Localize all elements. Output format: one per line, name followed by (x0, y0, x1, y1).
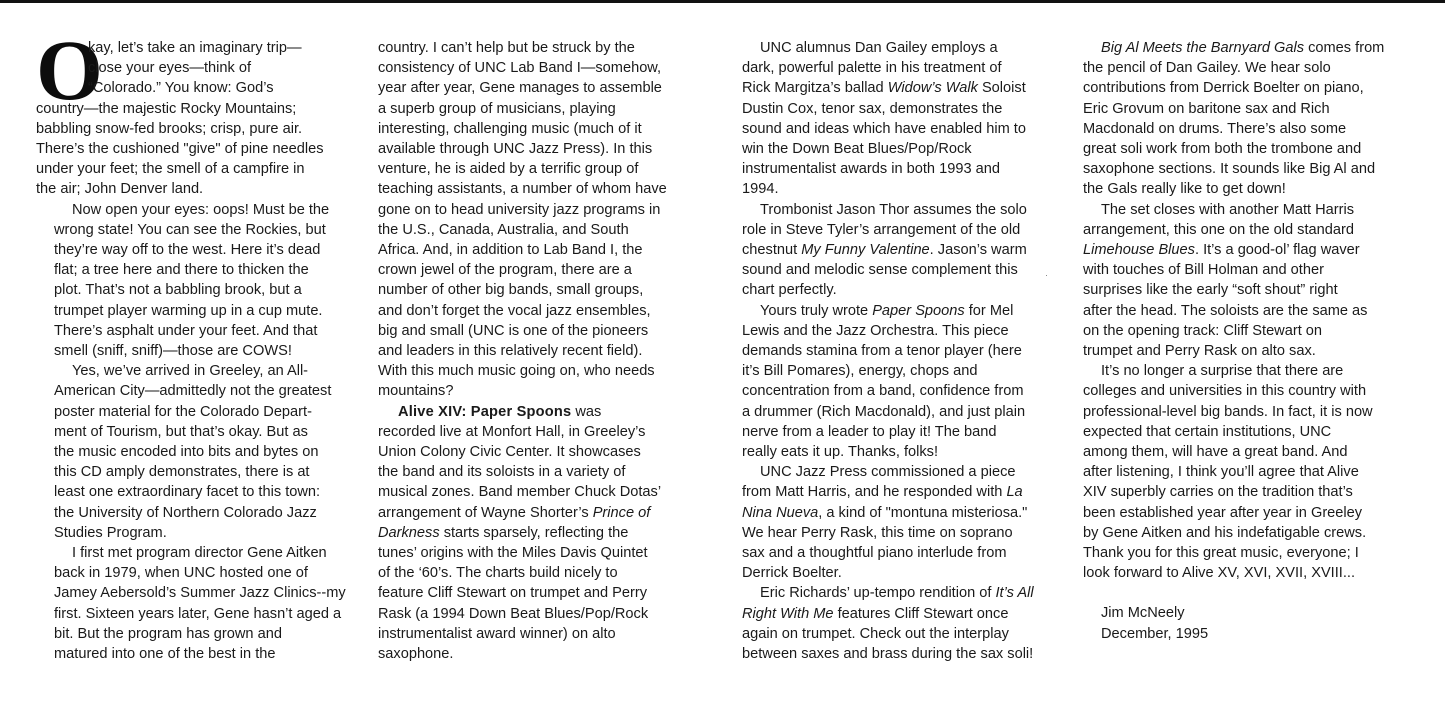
text-line: 1994. (742, 181, 779, 198)
text-line: contributions from Derrick Boelter on piano, (1083, 80, 1364, 97)
text-line: recorded live at Monfort Hall, in Greeley’s (378, 423, 646, 440)
text-line: Eric Grovum on baritone sax and Rich (1083, 100, 1330, 117)
text-line (1083, 38, 1403, 58)
text-line: ment of Tourism, but that’s okay. But as (54, 423, 308, 440)
text-line: feature Cliff Stewart on trumpet and Perry (378, 585, 648, 602)
tune-title: Darkness (378, 524, 440, 541)
text-line: after the head. The soloists are the same as (1083, 302, 1368, 319)
col3-paragraph-2 (742, 200, 1052, 301)
text-line: Lewis and the Jazz Orchestra. This piece (742, 322, 1009, 339)
text-line: saxophone. (378, 646, 454, 663)
text-line (378, 503, 688, 523)
text-line: win the Down Beat Blues/Pop/Rock (742, 141, 972, 158)
text-line: this CD amply demonstrates, there is at (54, 464, 310, 481)
tune-title: Nina Nueva (742, 504, 819, 521)
text-line: year after year, Gene manages to assemble (378, 80, 662, 97)
text-line: a drummer (Rich Macdonald), and just plain (742, 403, 1026, 420)
text-line: kay, let’s take an imaginary trip— (88, 40, 302, 56)
text-line: the pencil of Dan Gailey. We hear solo (1083, 60, 1331, 77)
inline-text: Eric Richards’ up-tempo rendition of (760, 585, 996, 602)
text-line: poster material for the Colorado Depart- (54, 403, 312, 420)
text-line: with touches of Bill Holman and other (1083, 262, 1324, 279)
text-line: after listening, I think you’ll agree that Alive (1083, 464, 1359, 481)
top-rule (0, 0, 1445, 3)
text-line: Africa. And, in addition to Lab Band I, the (378, 242, 643, 259)
tune-title: Limehouse Blues (1083, 242, 1195, 259)
text-line: first. Sixteen years later, Gene hasn’t aged a (54, 605, 342, 622)
text-line (1083, 240, 1403, 260)
tune-title: Prince of (592, 504, 651, 521)
text-line: babbling snow-fed brooks; crisp, pure air. (36, 120, 303, 137)
text-line: surprises like the early “soft shout” right (1083, 282, 1338, 299)
text-line: nerve from a leader to play it! The band (742, 423, 997, 440)
text-line: We hear Perry Rask, this time on soprano (742, 524, 1013, 541)
text-line: of the ‘60’s. The charts build nicely to (378, 565, 618, 582)
col4-paragraph-3 (1083, 361, 1403, 583)
text-line: Now open your eyes: oops! Must be the (72, 201, 330, 218)
text-line: the Gals really like to get down! (1083, 181, 1286, 198)
text-line: a superb group of musicians, playing (378, 100, 616, 117)
inline-text: comes from (1304, 40, 1385, 56)
inline-text: was (571, 403, 602, 420)
text-line: instrumentalist award winner) on alto (378, 625, 616, 642)
text-line: and don’t forget the vocal jazz ensembles, (378, 302, 651, 319)
text-line: XIV superbly carries on the tradition that’s (1083, 484, 1353, 501)
text-line: “Colorado.” You know: God’s (88, 80, 274, 97)
text-line: country. I can’t help but be struck by the (378, 40, 635, 56)
text-line: available through UNC Jazz Press). In this (378, 141, 653, 158)
text-line: I first met program director Gene Aitken (72, 545, 327, 562)
text-line: again on trumpet. Check out the interplay (742, 625, 1009, 642)
column-2 (378, 38, 688, 664)
text-line: by Gene Aitken and his indefatigable crews. (1083, 524, 1367, 541)
text-line: and leaders in this relatively recent field). (378, 343, 643, 360)
text-line: close your eyes—think of (88, 60, 252, 77)
text-line: sax and a thoughtful piano interlude from (742, 545, 1007, 562)
text-line: smell (sniff, sniff)—those are COWS! (54, 343, 292, 360)
col1-paragraph-3 (36, 361, 348, 543)
tune-title: Paper Spoons (872, 302, 965, 319)
text-line (742, 78, 1052, 98)
inline-text: starts sparsely, reflecting the (439, 524, 629, 541)
text-line: expected that certain institutions, UNC (1083, 423, 1332, 440)
col4-paragraph-2 (1083, 200, 1403, 362)
signature-name: Jim McNeely (1101, 605, 1185, 622)
text-line: gone on to head university jazz programs in (378, 201, 661, 218)
text-line: sound and melodic sense complement this (742, 262, 1018, 279)
text-line: demands stamina from a tenor player (here (742, 343, 1022, 360)
text-line: chart perfectly. (742, 282, 837, 299)
text-line: musical zones. Band member Chuck Dotas’ (378, 484, 662, 501)
text-line: crown jewel of the program, there are a (378, 262, 632, 279)
tune-title: Widow’s Walk (887, 80, 978, 97)
text-line: among them, will have a great band. And (1083, 444, 1348, 461)
text-line: There’s asphalt under your feet. And that (54, 322, 318, 339)
text-line: It’s no longer a surprise that there are (1101, 363, 1344, 380)
text-line: Yes, we’ve arrived in Greeley, an All- (72, 363, 309, 380)
inline-text: Yours truly wrote (760, 302, 873, 319)
col1-paragraph-2 (36, 200, 348, 362)
text-line (742, 503, 1052, 523)
text-line: colleges and universities in this country with (1083, 383, 1367, 400)
text-line: flat; a tree here and there to thicken the (54, 262, 309, 279)
text-line (742, 482, 1052, 502)
inline-text: . Jason’s warm (929, 242, 1027, 259)
inline-text: , a kind of "montuna misteriosa." (818, 504, 1028, 521)
print-speck: · (1045, 270, 1048, 280)
tune-title: My Funny Valentine (801, 242, 930, 259)
column-3 (742, 38, 1052, 664)
inline-text: for Mel (964, 302, 1014, 319)
text-line: Dustin Cox, tenor sax, demonstrates the (742, 100, 1003, 117)
text-line: look forward to Alive XV, XVI, XVII, XVIII... (1083, 565, 1356, 582)
text-line: Studies Program. (54, 524, 167, 541)
text-line (378, 523, 688, 543)
text-line: The set closes with another Matt Harris (1101, 201, 1355, 218)
col2-paragraph-2 (378, 402, 688, 665)
text-line: mountains? (378, 383, 454, 400)
text-line: the air; John Denver land. (36, 181, 204, 198)
text-line: Thank you for this great music, everyone; I (1083, 545, 1359, 562)
text-line: big and small (UNC is one of the pioneers (378, 322, 649, 339)
inline-text: Soloist (977, 80, 1026, 97)
text-line: role in Steve Tyler’s arrangement of the old (742, 221, 1021, 238)
text-line: bit. But the program has grown and (54, 625, 282, 642)
text-line: great soli work from both the trombone and (1083, 141, 1362, 158)
col2-paragraph-1 (378, 38, 688, 402)
inline-text: arrangement of Wayne Shorter’s (378, 504, 593, 521)
text-line: trumpet and Perry Rask on alto sax. (1083, 343, 1316, 360)
inline-text: . It’s a good-ol’ flag waver (1194, 242, 1360, 259)
text-line: Macdonald on drums. There’s also some (1083, 120, 1347, 137)
text-line: saxophone sections. It sounds like Big Al and (1083, 161, 1376, 178)
inline-text: chestnut (742, 242, 802, 259)
text-line (742, 301, 1052, 321)
text-line (742, 240, 1052, 260)
text-line: the band and its soloists in a variety of (378, 464, 626, 481)
text-line: Derrick Boelter. (742, 565, 842, 582)
text-line: wrong state! You can see the Rockies, but (54, 221, 326, 238)
text-line: been established year after year in Greeley (1083, 504, 1363, 521)
text-line: country—the majestic Rocky Mountains; (36, 100, 297, 117)
text-line: consistency of UNC Lab Band I—somehow, (378, 60, 662, 77)
text-line: it’s Bill Pomares), energy, chops and (742, 363, 978, 380)
text-line: interesting, challenging music (much of it (378, 120, 642, 137)
text-line: least one extraordinary facet to this town: (54, 484, 321, 501)
text-line: the University of Northern Colorado Jazz (54, 504, 317, 521)
column-1 (36, 22, 348, 664)
text-line: between saxes and brass during the sax soli! (742, 646, 1034, 663)
col1-paragraph-4 (36, 543, 348, 664)
text-line: UNC Jazz Press commissioned a piece (760, 464, 1016, 481)
tune-title: It’s All (995, 585, 1034, 602)
text-line: teaching assistants, a number of whom have (378, 181, 667, 198)
text-line: tunes’ origins with the Miles Davis Quintet (378, 545, 648, 562)
text-line: number of other big bands, small groups, (378, 282, 644, 299)
dropcap-letter: O (36, 22, 103, 118)
col3-paragraph-5 (742, 583, 1052, 664)
text-line: Union Colony Civic Center. It showcases (378, 444, 641, 461)
text-line: sound and ideas which have enabled him to (742, 120, 1026, 137)
text-line: professional-level big bands. In fact, it is now (1083, 403, 1373, 420)
tune-title: La (1006, 484, 1023, 501)
text-line: trumpet player warming up in a cup mute. (54, 302, 323, 319)
col1-paragraph-1 (36, 22, 348, 200)
col3-paragraph-4 (742, 462, 1052, 583)
text-line: Rask (a 1994 Down Beat Blues/Pop/Rock (378, 605, 649, 622)
text-line: plot. That’s not a babbling brook, but a (54, 282, 302, 299)
text-line: Trombonist Jason Thor assumes the solo (760, 201, 1027, 218)
text-line: under your feet; the smell of a campfire in (36, 161, 305, 178)
column-4 (1083, 38, 1403, 644)
text-line (742, 583, 1052, 603)
text-line: UNC alumnus Dan Gailey employs a (760, 40, 998, 56)
signature-block (1101, 603, 1403, 643)
signature-date: December, 1995 (1101, 625, 1209, 642)
inline-text: from Matt Harris, and he responded with (742, 484, 1007, 501)
text-line: American City—admittedly not the greatest (54, 383, 332, 400)
text-line (742, 604, 1052, 624)
col3-paragraph-1 (742, 38, 1052, 200)
col4-paragraph-1 (1083, 38, 1403, 200)
text-line: really eats it up. Thanks, folks! (742, 444, 939, 461)
text-line: concentration from a band, confidence from (742, 383, 1024, 400)
text-line: back in 1979, when UNC hosted one of (54, 565, 308, 582)
text-line (378, 402, 688, 422)
inline-text: Rick Margitza’s ballad (742, 80, 888, 97)
text-line: matured into one of the best in the (54, 646, 276, 663)
text-line: instrumentalist awards in both 1993 and (742, 161, 1000, 178)
album-title: Alive XIV: Paper Spoons (398, 403, 572, 420)
text-line: With this much music going on, who needs (378, 363, 655, 380)
text-line: arrangement, this one on the old standard (1083, 221, 1354, 238)
text-line: on the opening track: Cliff Stewart on (1083, 322, 1323, 339)
col3-paragraph-3 (742, 301, 1052, 463)
text-line: Jamey Aebersold’s Summer Jazz Clinics--my (54, 585, 346, 602)
text-line: they’re way off to the west. Here it’s dead (54, 242, 321, 259)
tune-title: Right With Me (742, 605, 834, 622)
text-line: the music encoded into bits and bytes on (54, 444, 319, 461)
text-line: dark, powerful palette in his treatment of (742, 60, 1002, 77)
inline-text: features Cliff Stewart once (833, 605, 1009, 622)
text-line: There’s the cushioned "give" of pine needles (36, 141, 324, 158)
text-line: the U.S., Canada, Australia, and South (378, 221, 629, 238)
text-line: venture, he is aided by a terrific group of (378, 161, 639, 178)
tune-title: Big Al Meets the Barnyard Gals (1101, 40, 1305, 56)
